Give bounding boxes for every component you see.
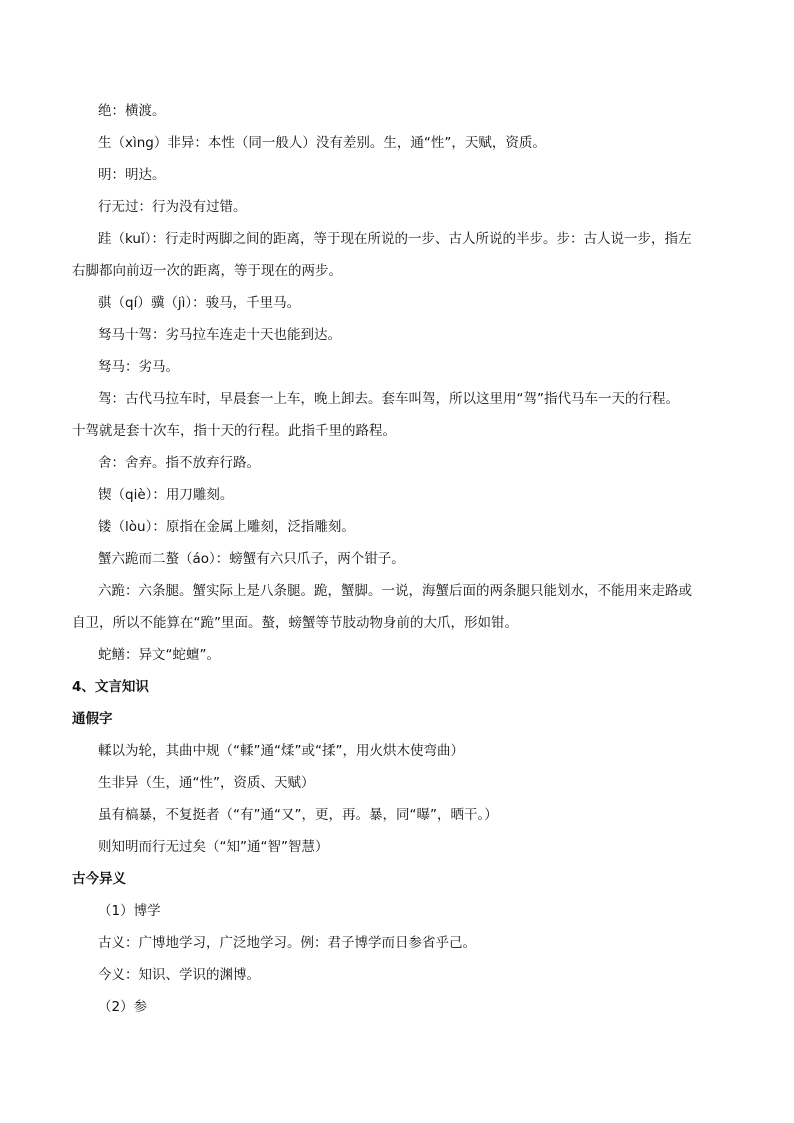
text-line: 蟹六跪而二螯（áo）：螃蟹有六只爪子，两个钳子。	[98, 551, 405, 567]
text-line: 则知明而行无过矣（“知”通“智”智慧）	[98, 839, 329, 855]
text-line: 蛇鳝：异文“蛇蟺”。	[98, 647, 220, 663]
text-line: 生非异（生，通“性”，资质、天赋）	[98, 775, 315, 791]
text-line: （1）博学	[98, 903, 161, 919]
text-line: 右脚都向前迈一次的距离，等于现在的两步。	[72, 263, 342, 279]
text-line: （2）参	[98, 999, 148, 1015]
subsection-heading: 通假字	[72, 711, 113, 727]
text-line: 舍：舍弃。指不放弃行路。	[98, 455, 260, 471]
text-line: 古义：广博地学习，广泛地学习。例：君子博学而日参省乎己。	[98, 935, 476, 951]
subsection-heading: 古今异义	[72, 871, 126, 887]
text-line: 行无过：行为没有过错。	[98, 199, 247, 215]
text-line: 驽马十驾：劣马拉车连走十天也能到达。	[98, 327, 341, 343]
text-line: 明：明达。	[98, 167, 166, 183]
text-line: 虽有槁暴，不复挺者（“有”通“又”，更，再。暴，同“曝”，晒干。）	[98, 807, 498, 823]
text-line: 自卫，所以不能算在“跪”里面。螯，螃蟹等节肢动物身前的大爪，形如钳。	[72, 615, 518, 631]
text-line: 驾：古代马拉车时，早晨套一上车，晚上卸去。套车叫驾，所以这里用“驾”指代马车一天的行程。	[98, 391, 679, 407]
section-heading: 4、文言知识	[72, 679, 149, 695]
text-line: 锲（qiè）：用刀雕刻。	[98, 487, 234, 503]
text-line: 镂（lòu）：原指在金属上雕刻，泛指雕刻。	[98, 519, 355, 535]
text-line: 十驾就是套十次车，指十天的行程。此指千里的路程。	[72, 423, 396, 439]
text-line: 跬（kuǐ）：行走时两脚之间的距离，等于现在所说的一步、古人所说的半步。步：古人说一步，指左	[98, 231, 692, 247]
text-line: 驽马：劣马。	[98, 359, 179, 375]
text-line: 骐（qí）骥（jì）：骏马，千里马。	[98, 295, 301, 311]
text-line: 輮以为轮，其曲中规（“輮”通“煣”或“揉”，用火烘木使弯曲）	[98, 743, 464, 759]
text-line: 今义：知识、学识的渊博。	[98, 967, 260, 983]
text-line: 生（xìng）非异：本性（同一般人）没有差别。生，通“性”，天赋，资质。	[98, 135, 546, 151]
text-line: 六跪：六条腿。蟹实际上是八条腿。跪，蟹脚。一说，海蟹后面的两条腿只能划水，不能用来走路或	[98, 583, 692, 599]
text-line: 绝：横渡。	[98, 103, 166, 119]
